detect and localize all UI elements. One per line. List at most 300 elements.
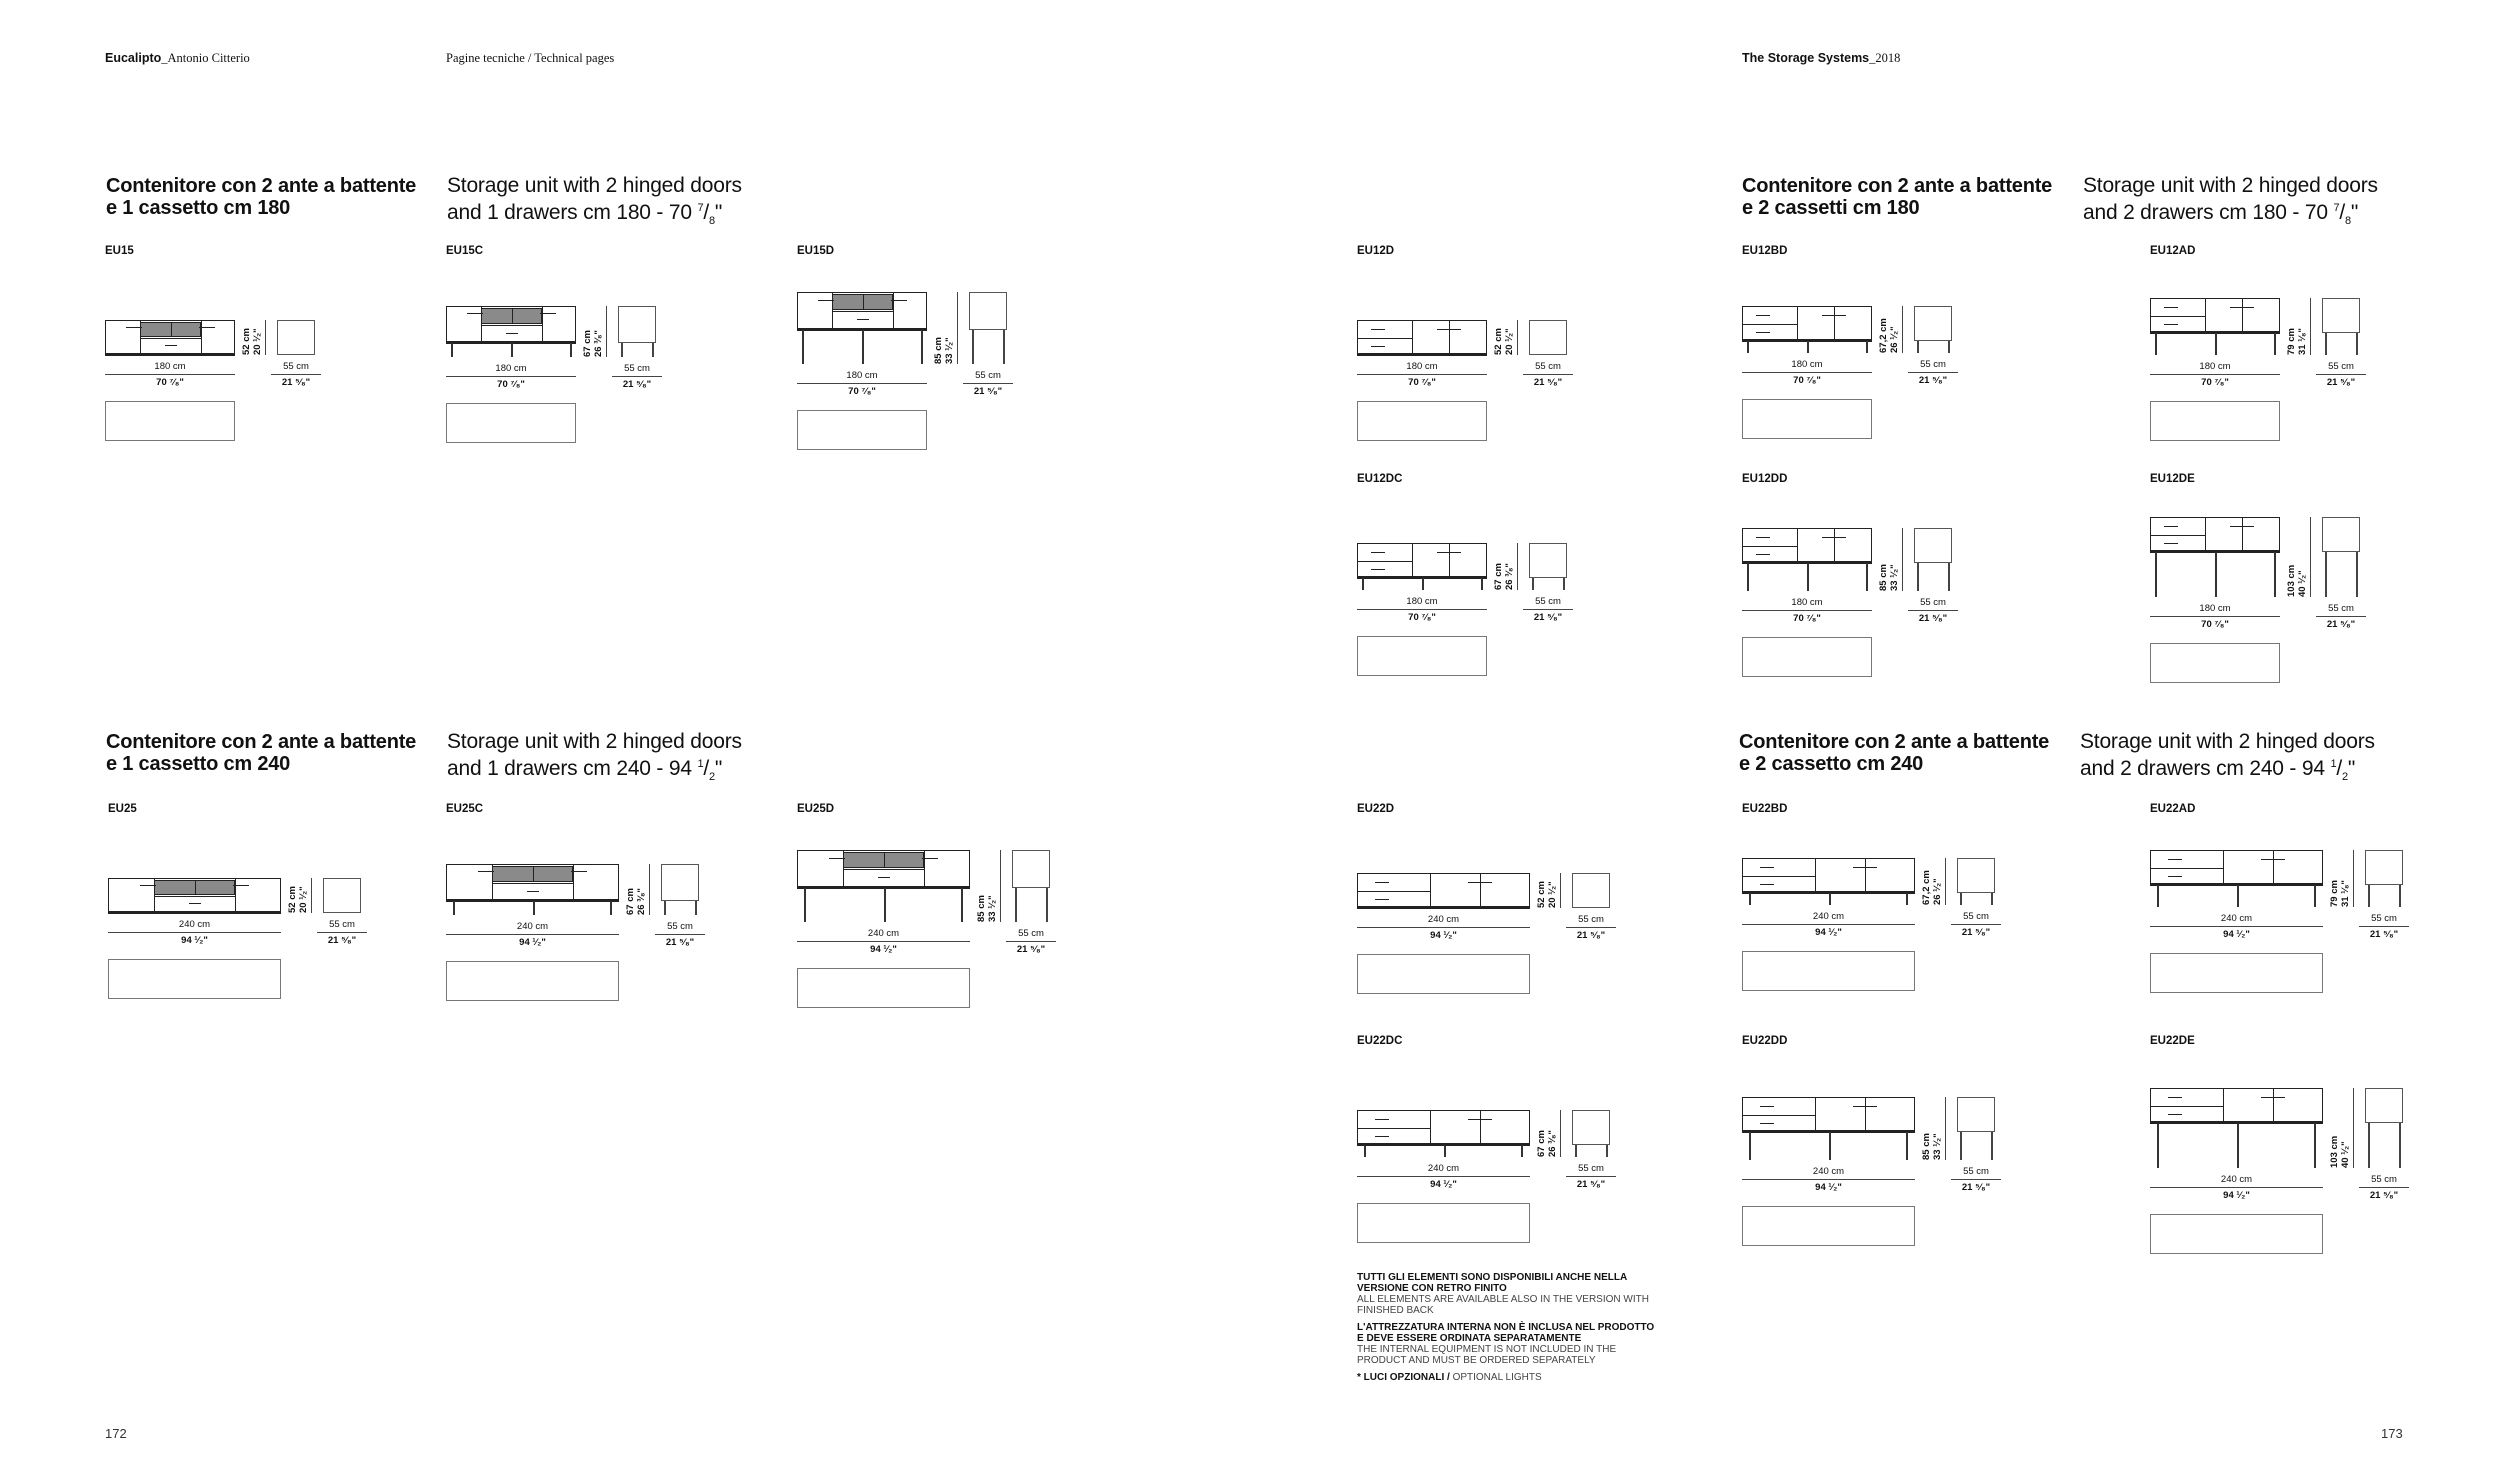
height-cm: 52 cm	[241, 328, 252, 355]
note-3-it: * LUCI OPZIONALI /	[1357, 1372, 1450, 1383]
depth-cm: 55 cm	[1920, 597, 1946, 608]
side-leg	[1960, 1132, 1962, 1160]
width-dim	[108, 919, 281, 946]
depth-dim-line	[612, 376, 662, 377]
height-dim-in	[2297, 570, 2308, 597]
unit-code: EU15C	[446, 245, 484, 257]
depth-in: 21 ⁵⁄₈"	[2369, 1190, 2399, 1201]
height-cm: 52 cm	[287, 886, 298, 913]
door-handle	[126, 327, 142, 328]
drawer-handle	[1756, 332, 1770, 333]
door-divider	[1815, 858, 1816, 893]
depth-dim	[1006, 928, 1056, 955]
depth-cm: 55 cm	[1018, 928, 1044, 939]
width-cm: 180 cm	[1791, 359, 1823, 370]
width-in: 94 ¹⁄₂"	[181, 935, 208, 946]
height-dim-line	[1517, 543, 1518, 590]
side-view	[1529, 320, 1567, 355]
finish-swatch-box	[1357, 954, 1530, 994]
leg	[1807, 341, 1809, 353]
note-2-it: L'ATTREZZATURA INTERNA NON È INCLUSA NEL PRODOTTO E DEVE ESSERE ORDINATA SEPARATAMENTE	[1357, 1322, 1655, 1344]
drawer-handle	[2168, 1114, 2182, 1115]
door-divider	[1449, 320, 1450, 355]
door-handle	[2230, 526, 2254, 527]
height-in: 20 ¹⁄₂"	[252, 328, 263, 355]
cabinet-base	[108, 911, 281, 914]
width-cm: 180 cm	[1791, 597, 1823, 608]
door-line-right	[924, 850, 925, 888]
leg	[1749, 893, 1751, 905]
width-cm: 180 cm	[2199, 361, 2231, 372]
width-cm: 240 cm	[2220, 1174, 2253, 1185]
leg	[2155, 552, 2157, 597]
leg	[1362, 578, 1364, 590]
unit-drawing	[2150, 1088, 2423, 1178]
door-divider	[1797, 528, 1798, 563]
side-view	[277, 320, 315, 355]
height-cm: 67 cm	[625, 888, 636, 915]
inch-mark: "	[714, 201, 723, 224]
width-in: 70 ⁷⁄₈"	[2201, 377, 2229, 388]
title-en-text: Storage unit with 2 hinged doors and 1 drawers cm 180 - 70	[447, 174, 742, 224]
depth-dim-line	[1951, 1179, 2001, 1180]
height-cm: 85 cm	[976, 895, 987, 922]
width-in: 94 ¹⁄₂"	[1815, 1182, 1842, 1193]
frac-den: 8	[709, 215, 715, 228]
door-divider	[1834, 306, 1835, 341]
unit-code: EU25D	[797, 803, 835, 815]
door-divider	[1797, 306, 1798, 341]
finish-swatch-box	[1742, 951, 1915, 991]
height-in: 33 ¹⁄₂"	[1889, 564, 1900, 591]
finish-swatch-box	[1742, 399, 1872, 439]
door-handle	[1822, 537, 1846, 538]
drawer-handle	[1371, 569, 1385, 570]
cabinet-base	[1357, 906, 1530, 909]
author-name: _Antonio Citterio	[161, 51, 250, 65]
side-leg	[1991, 1132, 1993, 1160]
height-dim-in	[944, 337, 955, 364]
depth-dim	[1908, 597, 1958, 624]
height-dim-in	[2340, 880, 2351, 907]
note-2-en: THE INTERNAL EQUIPMENT IS NOT INCLUDED IN THE PRODUCT AND MUST BE ORDERED SEPARATELY	[1357, 1344, 1617, 1366]
drawer-line	[140, 338, 201, 339]
brand-name: Eucalipto	[105, 51, 162, 65]
door-handle	[1468, 1119, 1492, 1120]
height-dim	[1493, 563, 1504, 590]
drawer-line	[481, 325, 542, 326]
height-dim-line	[1902, 306, 1903, 353]
depth-in: 21 ⁵⁄₈"	[1533, 377, 1563, 388]
side-view	[323, 878, 361, 913]
leg	[1906, 893, 1908, 905]
note-3-en: OPTIONAL LIGHTS	[1452, 1372, 1542, 1383]
depth-dim-line	[963, 383, 1013, 384]
height-dim	[582, 330, 593, 357]
drawer-line	[2150, 1106, 2223, 1107]
unit-drawing	[108, 878, 381, 923]
side-leg	[1917, 563, 1919, 591]
drawer-line	[843, 869, 924, 870]
height-cm: 67 cm	[1493, 563, 1504, 590]
width-in: 70 ⁷⁄₈"	[1793, 375, 1821, 386]
height-dim	[2286, 328, 2297, 355]
depth-in: 21 ⁵⁄₈"	[1961, 1182, 1991, 1193]
unit-drawing	[1742, 528, 1972, 601]
unit-drawing	[1742, 1097, 2015, 1170]
height-dim	[1921, 1133, 1932, 1160]
title-en-text: Storage unit with 2 hinged doors and 2 drawers cm 180 - 70	[2083, 174, 2378, 224]
drawer-line	[1742, 1115, 1815, 1116]
height-dim	[625, 888, 636, 915]
height-cm: 67 cm	[582, 330, 593, 357]
unit-code: EU12BD	[1742, 245, 1788, 257]
depth-in: 21 ⁵⁄₈"	[2326, 619, 2356, 630]
width-dim-line	[797, 941, 970, 942]
height-dim-line	[606, 306, 607, 357]
door-divider	[2205, 298, 2206, 333]
width-in: 70 ⁷⁄₈"	[848, 386, 876, 397]
door-divider	[1480, 873, 1481, 908]
width-cm: 240 cm	[1812, 1166, 1845, 1177]
unit-drawing	[1357, 873, 1630, 918]
leg	[2237, 1123, 2239, 1168]
side-leg	[1917, 341, 1919, 353]
height-cm: 85 cm	[933, 337, 944, 364]
side-leg	[1046, 888, 1048, 922]
width-dim-line	[2150, 374, 2280, 375]
side-leg	[664, 901, 666, 915]
height-dim-in	[636, 888, 647, 915]
leg	[884, 888, 886, 922]
door-divider	[1449, 543, 1450, 578]
depth-in: 21 ⁵⁄₈"	[973, 386, 1003, 397]
drawer-handle	[1760, 867, 1774, 868]
side-view	[618, 306, 656, 343]
depth-in: 21 ⁵⁄₈"	[2326, 377, 2356, 388]
leg	[2314, 885, 2316, 907]
door-handle	[922, 858, 938, 859]
drawer-handle	[2168, 1097, 2182, 1098]
depth-dim-line	[1908, 372, 1958, 373]
door-divider	[1865, 858, 1866, 893]
panel-divider	[512, 308, 513, 324]
unit-code: EU22D	[1357, 803, 1395, 815]
frac-den: 8	[2345, 215, 2351, 228]
door-divider	[1412, 320, 1413, 355]
left-header	[105, 51, 250, 66]
cabinet-base	[1357, 353, 1487, 356]
drawer-handle	[1760, 1123, 1774, 1124]
depth-cm: 55 cm	[1578, 914, 1604, 925]
unit-drawing	[446, 864, 719, 925]
collection-year: _2018	[1869, 51, 1901, 65]
side-view	[969, 292, 1007, 330]
unit-code: EU12AD	[2150, 245, 2196, 257]
leg	[1866, 563, 1868, 591]
height-dim	[1921, 870, 1932, 905]
door-divider	[2223, 1088, 2224, 1123]
height-dim	[1493, 328, 1504, 355]
width-in: 70 ⁷⁄₈"	[2201, 619, 2229, 630]
depth-dim-line	[1523, 374, 1573, 375]
leg	[1444, 1145, 1446, 1157]
height-dim-line	[1517, 320, 1518, 355]
side-view	[2365, 850, 2403, 885]
leg	[1807, 563, 1809, 591]
frac-den: 2	[709, 771, 715, 784]
width-in: 94 ¹⁄₂"	[2223, 1190, 2250, 1201]
panel-divider	[863, 294, 864, 310]
height-cm: 103 cm	[2286, 564, 2297, 597]
finish-swatch-box	[105, 401, 235, 441]
note-3	[1357, 1372, 1542, 1383]
side-leg	[1563, 578, 1565, 590]
depth-cm: 55 cm	[2328, 603, 2354, 614]
unit-code: EU25	[108, 803, 137, 815]
depth-dim-line	[2359, 926, 2409, 927]
width-dim	[2150, 913, 2323, 940]
depth-cm: 55 cm	[667, 921, 693, 932]
side-leg	[972, 330, 974, 364]
finish-swatch-box	[2150, 953, 2323, 993]
finish-swatch-box	[2150, 401, 2280, 441]
width-dim-line	[2150, 616, 2280, 617]
height-in: 26 ¹⁄₂"	[1932, 878, 1943, 905]
door-handle	[818, 300, 834, 301]
unit-drawing	[1742, 306, 1972, 363]
unit-code: EU22BD	[1742, 803, 1788, 815]
side-view	[1529, 543, 1567, 578]
depth-dim	[1523, 361, 1573, 388]
unit-code: EU12DD	[1742, 473, 1788, 485]
height-in: 26 ³⁄₈"	[593, 330, 604, 357]
height-dim-line	[2353, 850, 2354, 907]
depth-in: 21 ⁵⁄₈"	[1016, 944, 1046, 955]
width-dim-line	[446, 934, 619, 935]
drawer-line	[1357, 338, 1412, 339]
height-dim-in	[1504, 328, 1515, 355]
height-in: 20 ¹⁄₂"	[1547, 881, 1558, 908]
unit-drawing	[2150, 517, 2380, 607]
drawer-handle	[2164, 324, 2178, 325]
unit-drawing	[1357, 1110, 1630, 1167]
height-in: 31 ¹⁄₈"	[2340, 880, 2351, 907]
width-cm: 240 cm	[867, 928, 900, 939]
door-handle	[2230, 307, 2254, 308]
height-dim-in	[987, 895, 998, 922]
height-dim	[1536, 1130, 1547, 1157]
leg	[570, 343, 572, 357]
height-dim-in	[1889, 326, 1900, 353]
title-en-text: Storage unit with 2 hinged doors and 1 drawers cm 240 - 94	[447, 730, 742, 780]
depth-dim	[1566, 1163, 1616, 1190]
leg	[2314, 1123, 2316, 1168]
width-cm: 180 cm	[846, 370, 878, 381]
height-in: 20 ¹⁄₂"	[1504, 328, 1515, 355]
height-in: 20 ¹⁄₂"	[298, 886, 309, 913]
door-divider	[2223, 850, 2224, 885]
section-title-it-2: Contenitore con 2 ante a battente e 1 cassetto cm 240	[106, 731, 417, 775]
unit-drawing	[797, 292, 1027, 374]
depth-cm: 55 cm	[624, 363, 650, 374]
drawer-handle	[1371, 346, 1385, 347]
section-title-en-1: Storage unit with 2 hinged doors and 1 drawers cm 180 - 70 $^7/_8$"	[447, 174, 742, 228]
width-dim	[446, 921, 619, 948]
depth-cm: 55 cm	[1535, 596, 1561, 607]
section-title-it-3: Contenitore con 2 ante a battente e 2 cassetti cm 180	[1742, 175, 2053, 219]
door-handle	[2261, 859, 2285, 860]
depth-cm: 55 cm	[283, 361, 309, 372]
leg	[2274, 552, 2276, 597]
panel-divider	[884, 852, 885, 868]
door-handle	[1437, 329, 1461, 330]
page-number-left: 172	[105, 1426, 127, 1441]
door-divider	[2273, 1088, 2274, 1123]
section-title-en-4: Storage unit with 2 hinged doors and 2 drawers cm 240 - 94 $^1/_2$"	[2080, 730, 2375, 784]
finish-swatch-box	[446, 961, 619, 1001]
side-leg	[2368, 885, 2370, 907]
depth-dim-line	[655, 934, 705, 935]
side-leg	[2399, 1123, 2401, 1168]
unit-drawing	[2150, 298, 2380, 365]
door-divider	[1430, 1110, 1431, 1145]
door-divider	[1834, 528, 1835, 563]
drawer-handle	[1375, 1136, 1389, 1137]
height-dim	[241, 328, 252, 355]
leg	[1906, 1132, 1908, 1160]
depth-dim-line	[2316, 616, 2366, 617]
leg	[1829, 1132, 1831, 1160]
drawer-handle	[165, 345, 177, 346]
height-dim-in	[252, 328, 263, 355]
finish-swatch-box	[108, 959, 281, 999]
door-handle	[478, 871, 494, 872]
height-dim-line	[1945, 858, 1946, 905]
side-view	[1914, 306, 1952, 341]
side-leg	[621, 343, 623, 357]
finish-swatch-box	[1357, 1203, 1530, 1243]
door-divider	[1815, 1097, 1816, 1132]
side-leg	[1948, 341, 1950, 353]
side-leg	[1948, 563, 1950, 591]
depth-dim-line	[1006, 941, 1056, 942]
section-label: Pagine tecniche / Technical pages	[446, 51, 615, 65]
leg	[1866, 341, 1868, 353]
side-leg	[1960, 893, 1962, 905]
side-view	[1012, 850, 1050, 888]
height-dim	[287, 886, 298, 913]
depth-dim	[2316, 603, 2366, 630]
finish-swatch-box	[1357, 636, 1487, 676]
door-divider	[2242, 517, 2243, 552]
unit-drawing	[105, 320, 335, 365]
drawer-handle	[1760, 884, 1774, 885]
width-dim-line	[1742, 924, 1915, 925]
section-title-it-1: Contenitore con 2 ante a battente e 1 cassetto cm 180	[106, 175, 417, 219]
height-dim-line	[1000, 850, 1001, 922]
title-en-text: Storage unit with 2 hinged doors and 2 drawers cm 240 - 94	[2080, 730, 2375, 780]
depth-cm: 55 cm	[2371, 913, 2397, 924]
drawer-handle	[527, 891, 539, 892]
drawer-handle	[1756, 315, 1770, 316]
height-in: 31 ¹⁄₈"	[2297, 328, 2308, 355]
unit-drawing	[1742, 858, 2015, 915]
section-title-en-3: Storage unit with 2 hinged doors and 2 drawers cm 180 - 70 $^7/_8$"	[2083, 174, 2378, 228]
drawer-handle	[2168, 859, 2182, 860]
depth-dim-line	[1566, 927, 1616, 928]
section-title-it-4: Contenitore con 2 ante a battente e 2 cassetto cm 240	[1739, 731, 2050, 775]
panel-divider	[195, 880, 196, 895]
depth-in: 21 ⁵⁄₈"	[1533, 612, 1563, 623]
unit-drawing	[797, 850, 1070, 932]
side-view	[1572, 1110, 1610, 1145]
depth-dim	[1523, 596, 1573, 623]
width-cm: 180 cm	[154, 361, 186, 372]
drawer-handle	[1375, 1119, 1389, 1120]
unit-code: EU12D	[1357, 245, 1395, 257]
height-dim	[1878, 318, 1889, 353]
side-leg	[652, 343, 654, 357]
width-dim-line	[2150, 1187, 2323, 1188]
unit-code: EU15D	[797, 245, 835, 257]
width-dim	[1742, 359, 1872, 386]
finish-swatch-box	[797, 968, 970, 1008]
door-line-right	[542, 306, 543, 343]
unit-code: EU12DC	[1357, 473, 1403, 485]
height-dim-line	[1560, 1110, 1561, 1157]
drawer-line	[2150, 868, 2223, 869]
height-dim-in	[1547, 881, 1558, 908]
depth-dim-line	[2359, 1187, 2409, 1188]
door-handle	[1468, 882, 1492, 883]
door-divider	[1865, 1097, 1866, 1132]
finish-swatch-box	[1742, 637, 1872, 677]
door-handle	[1853, 1106, 1877, 1107]
depth-cm: 55 cm	[2328, 361, 2354, 372]
drawer-handle	[1756, 537, 1770, 538]
leg	[921, 330, 923, 364]
height-in: 26 ³⁄₈"	[636, 888, 647, 915]
side-leg	[1575, 1145, 1577, 1157]
finish-swatch-box	[2150, 1214, 2323, 1254]
note-1-it: TUTTI GLI ELEMENTI SONO DISPONIBILI ANCHE NELLA VERSIONE CON RETRO FINITO	[1357, 1272, 1627, 1294]
leg	[2237, 885, 2239, 907]
door-handle	[540, 313, 556, 314]
leg	[1422, 578, 1424, 590]
depth-in: 21 ⁵⁄₈"	[1918, 613, 1948, 624]
height-cm: 85 cm	[1878, 564, 1889, 591]
width-in: 70 ⁷⁄₈"	[497, 379, 525, 390]
width-cm: 240 cm	[1427, 914, 1460, 925]
side-leg	[2356, 552, 2358, 597]
width-in: 70 ⁷⁄₈"	[1408, 612, 1436, 623]
depth-in: 21 ⁵⁄₈"	[1576, 1179, 1606, 1190]
right-header	[1742, 51, 1900, 66]
side-leg	[695, 901, 697, 915]
width-dim-line	[2150, 926, 2323, 927]
unit-code: EU22AD	[2150, 803, 2196, 815]
width-dim	[1742, 911, 1915, 938]
drawer-handle	[1760, 1106, 1774, 1107]
width-dim-line	[1357, 927, 1530, 928]
height-cm: 52 cm	[1493, 328, 1504, 355]
leg	[1364, 1145, 1366, 1157]
depth-dim-line	[1908, 610, 1958, 611]
depth-dim	[1951, 1166, 2001, 1193]
width-dim	[1357, 914, 1530, 941]
finish-swatch-box	[446, 403, 576, 443]
